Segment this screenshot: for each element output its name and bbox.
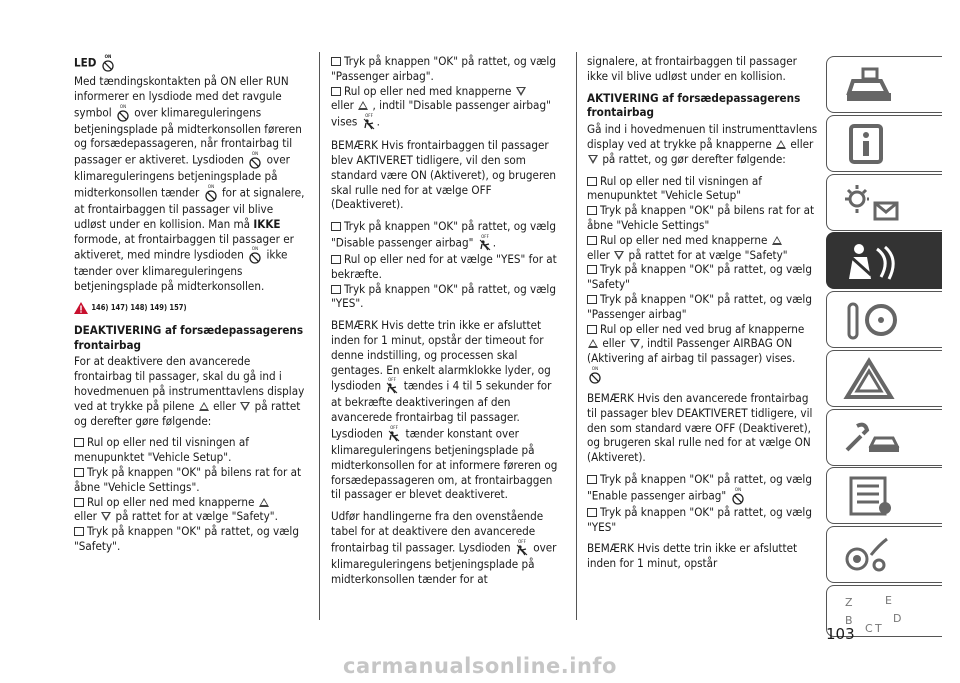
step-item: Rul op eller ned til visningen af menupunktet "Vehicle Setup" — [587, 173, 762, 203]
watermark: carmanualsonline.info — [343, 654, 617, 678]
airbag-on-indicator-icon — [115, 104, 131, 122]
chapter-tab-lights-messages[interactable] — [826, 174, 942, 231]
warning-triangle-icon — [74, 302, 88, 314]
page-number: 103 — [826, 625, 855, 643]
arrow-up-button-icon — [199, 402, 209, 411]
paragraph: Udfør handlingerne fra den ovenstående tabel for at deaktivere den avancerede frontairbag til passager. Lysdioden over klimareguleringens betjeningsplade på midterkonsollen tænder for at — [331, 509, 557, 586]
airbag-on-indicator-icon — [100, 54, 116, 72]
step-item: Tryk på knappen "OK" på rattet, og vælg "Enable passenger airbag" — [587, 472, 819, 505]
airbag-on-indicator-icon — [730, 487, 746, 505]
technical-data-icon — [841, 474, 901, 518]
step-item: Tryk på knappen "OK" på rattet, og vælg "Disable passenger airbag" . — [331, 219, 563, 252]
step-bullet-icon — [587, 206, 597, 215]
chapter-tab-emergency[interactable] — [826, 350, 942, 407]
step-bullet-icon — [331, 87, 341, 96]
chapter-tab-safety[interactable] — [826, 232, 942, 289]
step-bullet-icon — [74, 498, 84, 507]
text-column-1 — [74, 54, 306, 554]
step-item: Tryk på knappen "OK" på rattet, og vælg "Safety". — [74, 524, 299, 554]
paragraph: Gå ind i hovedmenuen til instrumenttavlens display ved at trykke på knapperne eller på rattet, og gør derefter følgende: — [587, 122, 818, 166]
step-item: Rul op eller ned for at vælge "YES" for at bekræfte. — [331, 251, 557, 281]
seatbelt-airbag-icon — [841, 239, 901, 283]
chapter-tab-info[interactable] — [826, 115, 942, 172]
section-heading: AKTIVERING af forsædepassagerens frontairbag — [587, 90, 801, 120]
step-bullet-icon — [331, 255, 341, 264]
step-item: Tryk på knappen "OK" på bilens rat for at åbne "Vehicle Settings" — [587, 203, 815, 232]
arrow-up-button-icon — [588, 339, 598, 348]
section-heading-led: LED — [74, 54, 306, 72]
index-letter: E — [885, 594, 892, 607]
column-divider — [576, 52, 577, 620]
arrow-down-button-icon — [614, 251, 624, 260]
arrow-up-button-icon — [776, 140, 786, 149]
paragraph: Med tændingskontakten på ON eller RUN informerer en lysdiode med det ravgule symbol over klimareguleringens betjeningsplade på midterkonsollen føreren og forsædepassageren, når frontairbag til passager er aktiveret. Lysdioden over klimareguleringens betjeningsplade på midterkonsollen tænder for at signalere, at frontairbaggen til passager vil blive udløst under en kollision. Man må IKKE formode, at frontairbaggen til passager er aktiveret, med mindre lysdioden ikke tænder over klimareguleringens betjeningsplade på midterkonsollen. — [74, 74, 305, 294]
arrow-up-button-icon — [358, 101, 368, 110]
chapter-tab-starting-driving[interactable] — [826, 291, 942, 348]
note-paragraph: BEMÆRK Hvis dette trin ikke er afsluttet inden for 1 minut, opstår der timeout for denne indstilling, og processen skal gentages. En enkelt alarmklokke lyder, og lysdioden tændes i 4 til 5 sekunder for at bekræfte deaktiveringen af den avancerede frontairbag til passager. Lysdioden tænder konstant over klimareguleringens betjeningsplade på midterkonsollen for at informere føreren og forsædepassageren om, at frontairbaggen til passager er blevet deaktiveret. — [331, 318, 558, 502]
step-bullet-icon — [331, 222, 341, 231]
note-paragraph: BEMÆRK Hvis den avancerede frontairbag til passager blev DEAKTIVERET tidligere, vil den som standard være OFF (Deaktiveret), og brugeren skal rulle ned for at vælge ON (Aktiveret). — [587, 390, 813, 465]
info-icon — [841, 122, 901, 166]
note-paragraph: BEMÆRK Hvis frontairbaggen til passager blev AKTIVERET tidligere, vil den som standard være ON (Aktiveret), og brugeren skal rulle ned for at vælge OFF (Deaktiveret). — [331, 138, 557, 212]
step-bullet-icon — [331, 285, 341, 294]
warning-references: 146) 147) 148) 149) 157) — [74, 301, 306, 316]
paragraph: signalere, at frontairbaggen til passager ikke vil blive udløst under en kollision. — [587, 54, 797, 83]
airbag-off-indicator-icon — [384, 377, 400, 395]
arrow-down-button-icon — [516, 87, 526, 96]
step-bullet-icon — [74, 468, 84, 477]
step-bullet-icon — [587, 295, 597, 304]
step-item: Rul op eller ned med knapperne eller på rattet for at vælge "Safety". — [74, 494, 278, 524]
index-letter: T — [875, 622, 882, 635]
arrow-up-button-icon — [772, 236, 782, 245]
step-bullet-icon — [587, 236, 597, 245]
airbag-on-indicator-icon — [587, 366, 603, 384]
text-column-2 — [331, 54, 563, 593]
airbag-on-indicator-icon — [247, 151, 263, 169]
starting-driving-icon — [841, 298, 901, 342]
step-bullet-icon — [331, 57, 341, 66]
note-paragraph: BEMÆRK Hvis dette trin ikke er afsluttet inden for 1 minut, opstår — [587, 541, 798, 571]
chapter-tab-servicing[interactable] — [826, 409, 942, 466]
step-bullet-icon — [587, 325, 597, 334]
arrow-down-button-icon — [101, 512, 111, 521]
step-item: Tryk på knappen "OK" på rattet, og vælg "YES". — [331, 281, 556, 311]
arrow-down-button-icon — [240, 402, 250, 411]
paragraph: For at deaktivere den avancerede frontairbag til passager, skal du gå ind i hovedmenuen på instrumenttavlens display ved at trykke på pilene eller på rattet og derefter gøre følgende: — [74, 354, 305, 428]
airbag-off-indicator-icon — [477, 234, 493, 252]
step-item: Tryk på knappen "OK" på rattet, og vælg "YES" — [587, 504, 812, 534]
lights-mail-icon — [841, 181, 901, 225]
index-letter: B — [845, 614, 853, 627]
step-bullet-icon — [74, 438, 84, 447]
step-item: Rul op eller ned til visningen af menupunktet "Vehicle Setup". — [74, 435, 249, 465]
text-column-3 — [587, 54, 819, 578]
step-item: Tryk på knappen "OK" på rattet, og vælg "Passenger airbag". — [331, 54, 556, 83]
warning-triangle-icon — [841, 357, 901, 401]
multimedia-icon — [841, 533, 901, 577]
step-item: Rul op eller ned med knapperne eller , indtil "Disable passenger airbag" vises . — [331, 84, 563, 132]
chapter-tab-dashboard[interactable] — [826, 56, 942, 113]
airbag-on-indicator-icon — [247, 246, 263, 264]
arrow-down-button-icon — [588, 155, 598, 164]
step-item: Tryk på knappen "OK" på rattet, og vælg "Passenger airbag" — [587, 291, 812, 321]
step-item: Tryk på knappen "OK" på rattet, og vælg "Safety" — [587, 262, 812, 292]
step-bullet-icon — [587, 475, 597, 484]
index-letter: D — [893, 612, 902, 625]
index-letter: C — [865, 622, 873, 635]
arrow-up-button-icon — [259, 498, 269, 507]
step-bullet-icon — [74, 527, 84, 536]
chapter-tab-technical-data[interactable] — [826, 467, 942, 524]
step-bullet-icon — [587, 177, 597, 186]
dashboard-car-icon — [841, 63, 901, 107]
airbag-off-indicator-icon — [361, 113, 377, 131]
step-item: Tryk på knappen "OK" på bilens rat for at åbne "Vehicle Settings". — [74, 465, 302, 494]
airbag-off-indicator-icon — [386, 425, 402, 443]
step-bullet-icon — [587, 265, 597, 274]
step-item: Rul op eller ned ved brug af knapperne eller , indtil Passenger AIRBAG ON (Aktivering af airbag til passager) vises. — [587, 322, 819, 384]
arrow-down-button-icon — [630, 339, 640, 348]
step-item: Rul op eller ned med knapperne eller på rattet for at vælge "Safety" — [587, 232, 788, 262]
airbag-off-indicator-icon — [514, 539, 530, 557]
column-divider — [319, 52, 320, 620]
step-bullet-icon — [587, 508, 597, 517]
airbag-on-indicator-icon — [203, 184, 219, 202]
index-letter: Z — [845, 596, 853, 609]
section-heading: DEAKTIVERING af forsædepassagerens frontairbag — [74, 322, 304, 352]
tools-car-icon — [841, 416, 901, 460]
chapter-tab-multimedia[interactable] — [826, 526, 942, 583]
